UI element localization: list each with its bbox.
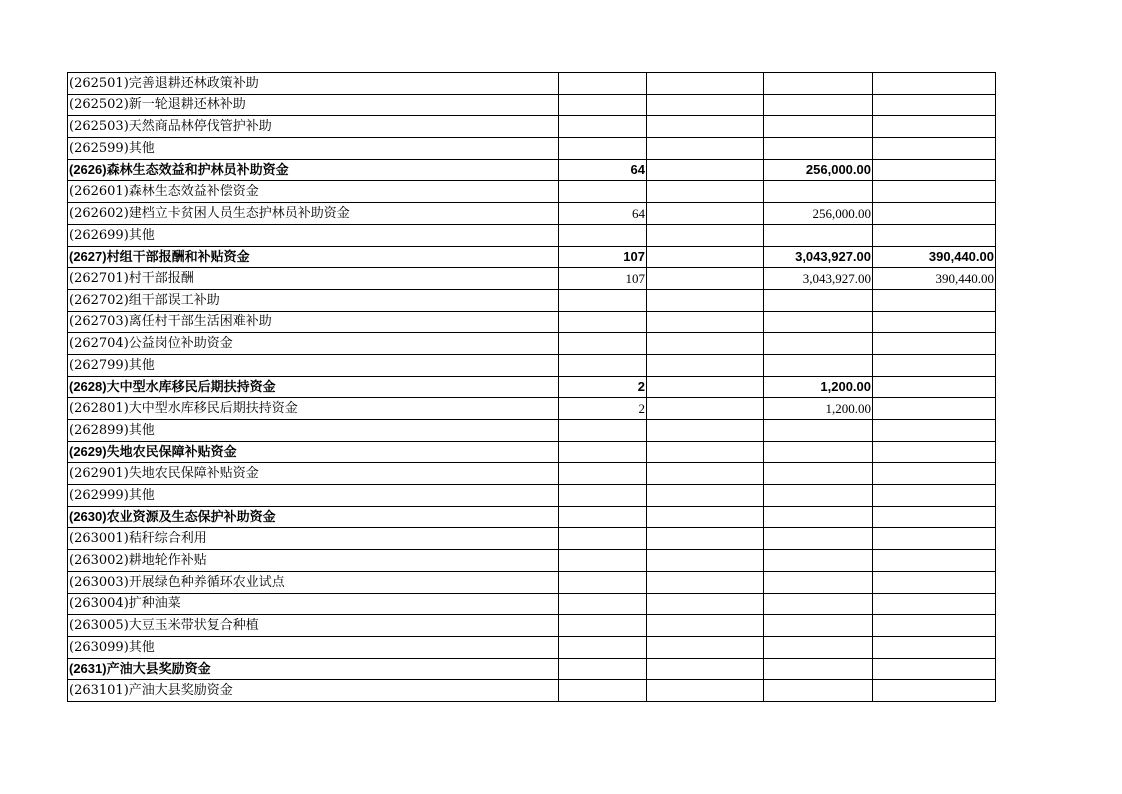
table-row (68, 354, 996, 376)
amount-cell (764, 333, 873, 355)
table-row (68, 593, 996, 615)
table-row (68, 289, 996, 311)
item-name-cell: (263004)扩种油菜 (68, 593, 559, 615)
col4-cell (873, 506, 996, 528)
count-cell (559, 593, 647, 615)
table-row (68, 116, 996, 138)
col4-cell (873, 138, 996, 160)
table-row (68, 571, 996, 593)
col2-cell (647, 289, 764, 311)
table-row (68, 138, 996, 160)
col4-cell (873, 528, 996, 550)
amount-cell (764, 224, 873, 246)
table-row (68, 485, 996, 507)
item-name-cell: (2628)大中型水库移民后期扶持资金 (68, 376, 559, 398)
col2-cell (647, 159, 764, 181)
col2-cell (647, 420, 764, 442)
count-cell (559, 485, 647, 507)
count-cell (559, 94, 647, 116)
amount-cell (764, 441, 873, 463)
subsidy-table (67, 72, 996, 702)
table-row (68, 203, 996, 225)
count-cell (559, 420, 647, 442)
col4-cell: 390,440.00 (873, 268, 996, 290)
table-row (68, 506, 996, 528)
col4-cell (873, 571, 996, 593)
table-row (68, 224, 996, 246)
table-row (68, 268, 996, 290)
col2-cell (647, 268, 764, 290)
amount-cell: 256,000.00 (764, 203, 873, 225)
col4-cell (873, 658, 996, 680)
count-cell (559, 311, 647, 333)
item-name-cell: (263101)产油大县奖励资金 (68, 680, 559, 702)
amount-cell: 3,043,927.00 (764, 246, 873, 268)
col4-cell (873, 593, 996, 615)
col4-cell (873, 116, 996, 138)
item-name-cell: (2626)森林生态效益和护林员补助资金 (68, 159, 559, 181)
col2-cell (647, 311, 764, 333)
col4-cell (873, 680, 996, 702)
count-cell (559, 550, 647, 572)
amount-cell (764, 289, 873, 311)
col2-cell (647, 636, 764, 658)
col2-cell (647, 224, 764, 246)
col4-cell (873, 420, 996, 442)
amount-cell (764, 138, 873, 160)
count-cell: 2 (559, 398, 647, 420)
amount-cell (764, 636, 873, 658)
col2-cell (647, 138, 764, 160)
item-name-cell: (262601)森林生态效益补偿资金 (68, 181, 559, 203)
amount-cell: 1,200.00 (764, 376, 873, 398)
table-row (68, 311, 996, 333)
count-cell (559, 224, 647, 246)
table-row (68, 159, 996, 181)
col2-cell (647, 354, 764, 376)
amount-cell: 1,200.00 (764, 398, 873, 420)
count-cell: 107 (559, 246, 647, 268)
table-row (68, 550, 996, 572)
col2-cell (647, 73, 764, 95)
col4-cell (873, 159, 996, 181)
col2-cell (647, 441, 764, 463)
count-cell (559, 138, 647, 160)
item-name-cell: (262602)建档立卡贫困人员生态护林员补助资金 (68, 203, 559, 225)
col2-cell (647, 658, 764, 680)
table-row (68, 376, 996, 398)
item-name-cell: (2630)农业资源及生态保护补助资金 (68, 506, 559, 528)
col2-cell (647, 615, 764, 637)
amount-cell (764, 528, 873, 550)
col4-cell (873, 354, 996, 376)
amount-cell (764, 94, 873, 116)
item-name-cell: (262999)其他 (68, 485, 559, 507)
table-row (68, 528, 996, 550)
count-cell (559, 354, 647, 376)
amount-cell (764, 420, 873, 442)
item-name-cell: (2627)村组干部报酬和补贴资金 (68, 246, 559, 268)
col2-cell (647, 333, 764, 355)
count-cell (559, 528, 647, 550)
count-cell (559, 441, 647, 463)
col4-cell (873, 615, 996, 637)
item-name-cell: (263099)其他 (68, 636, 559, 658)
count-cell (559, 333, 647, 355)
col4-cell (873, 94, 996, 116)
col2-cell (647, 116, 764, 138)
table-row (68, 463, 996, 485)
item-name-cell: (263002)耕地轮作补贴 (68, 550, 559, 572)
count-cell (559, 463, 647, 485)
amount-cell: 256,000.00 (764, 159, 873, 181)
count-cell (559, 181, 647, 203)
col2-cell (647, 463, 764, 485)
count-cell: 64 (559, 159, 647, 181)
count-cell (559, 116, 647, 138)
table-row (68, 246, 996, 268)
item-name-cell: (263001)秸秆综合利用 (68, 528, 559, 550)
item-name-cell: (262502)新一轮退耕还林补助 (68, 94, 559, 116)
item-name-cell: (2629)失地农民保障补贴资金 (68, 441, 559, 463)
count-cell (559, 571, 647, 593)
table-row (68, 333, 996, 355)
count-cell (559, 506, 647, 528)
col4-cell (873, 636, 996, 658)
item-name-cell: (263003)开展绿色种养循环农业试点 (68, 571, 559, 593)
table-row (68, 94, 996, 116)
count-cell: 107 (559, 268, 647, 290)
count-cell: 64 (559, 203, 647, 225)
table-row (68, 398, 996, 420)
amount-cell (764, 463, 873, 485)
item-name-cell: (262899)其他 (68, 420, 559, 442)
table-row (68, 441, 996, 463)
col2-cell (647, 485, 764, 507)
item-name-cell: (262599)其他 (68, 138, 559, 160)
col2-cell (647, 571, 764, 593)
item-name-cell: (262799)其他 (68, 354, 559, 376)
table-row (68, 658, 996, 680)
col4-cell (873, 398, 996, 420)
count-cell: 2 (559, 376, 647, 398)
col2-cell (647, 398, 764, 420)
amount-cell (764, 73, 873, 95)
item-name-cell: (262703)离任村干部生活困难补助 (68, 311, 559, 333)
col2-cell (647, 680, 764, 702)
table-row (68, 181, 996, 203)
col4-cell (873, 333, 996, 355)
amount-cell (764, 550, 873, 572)
count-cell (559, 615, 647, 637)
count-cell (559, 636, 647, 658)
col2-cell (647, 246, 764, 268)
col2-cell (647, 376, 764, 398)
amount-cell (764, 116, 873, 138)
amount-cell (764, 571, 873, 593)
count-cell (559, 289, 647, 311)
col4-cell (873, 181, 996, 203)
col2-cell (647, 528, 764, 550)
item-name-cell: (263005)大豆玉米带状复合种植 (68, 615, 559, 637)
col4-cell (873, 463, 996, 485)
count-cell (559, 680, 647, 702)
amount-cell: 3,043,927.00 (764, 268, 873, 290)
table-row (68, 680, 996, 702)
item-name-cell: (262704)公益岗位补助资金 (68, 333, 559, 355)
amount-cell (764, 506, 873, 528)
col2-cell (647, 181, 764, 203)
item-name-cell: (262699)其他 (68, 224, 559, 246)
col4-cell: 390,440.00 (873, 246, 996, 268)
amount-cell (764, 181, 873, 203)
table-row (68, 420, 996, 442)
count-cell (559, 73, 647, 95)
col4-cell (873, 485, 996, 507)
col4-cell (873, 311, 996, 333)
table-row (68, 636, 996, 658)
col2-cell (647, 94, 764, 116)
amount-cell (764, 311, 873, 333)
item-name-cell: (262503)天然商品林停伐管护补助 (68, 116, 559, 138)
count-cell (559, 658, 647, 680)
item-name-cell: (262702)组干部误工补助 (68, 289, 559, 311)
col2-cell (647, 550, 764, 572)
col4-cell (873, 376, 996, 398)
col4-cell (873, 289, 996, 311)
amount-cell (764, 615, 873, 637)
amount-cell (764, 593, 873, 615)
col4-cell (873, 550, 996, 572)
col2-cell (647, 203, 764, 225)
amount-cell (764, 658, 873, 680)
item-name-cell: (262801)大中型水库移民后期扶持资金 (68, 398, 559, 420)
amount-cell (764, 354, 873, 376)
col4-cell (873, 441, 996, 463)
table-row (68, 73, 996, 95)
item-name-cell: (262701)村干部报酬 (68, 268, 559, 290)
item-name-cell: (262901)失地农民保障补贴资金 (68, 463, 559, 485)
table-row (68, 615, 996, 637)
table-body (68, 73, 996, 702)
amount-cell (764, 680, 873, 702)
col4-cell (873, 224, 996, 246)
col4-cell (873, 73, 996, 95)
col4-cell (873, 203, 996, 225)
item-name-cell: (2631)产油大县奖励资金 (68, 658, 559, 680)
amount-cell (764, 485, 873, 507)
item-name-cell: (262501)完善退耕还林政策补助 (68, 73, 559, 95)
col2-cell (647, 506, 764, 528)
col2-cell (647, 593, 764, 615)
